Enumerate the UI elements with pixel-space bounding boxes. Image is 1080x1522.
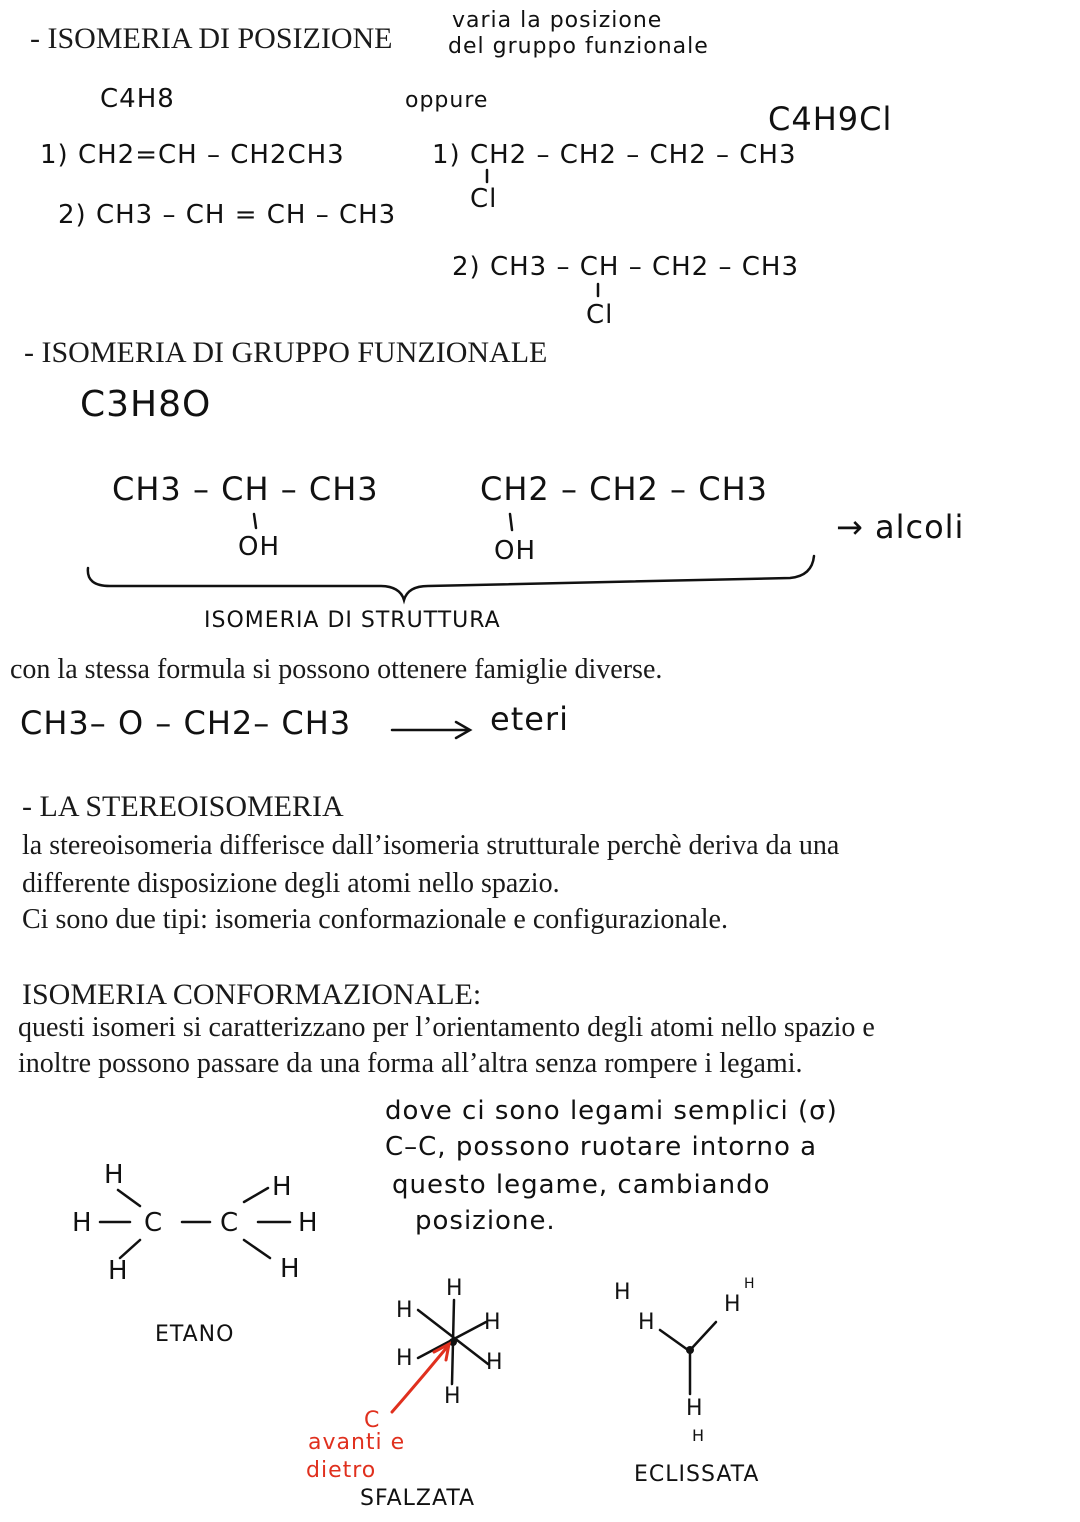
molecule-propanol: CH2 – CH2 – CH3 (480, 470, 768, 508)
note-varia: varia la posizione (452, 8, 663, 33)
ethane-bond-tl (118, 1190, 140, 1206)
bond-oh-1 (254, 514, 256, 528)
stag-h-left-down: H (396, 1346, 414, 1371)
ecl-h-left: H (638, 1310, 656, 1335)
molecule-isopropanol-oh: OH (238, 532, 281, 562)
brace-label: ISOMERIA DI STRUTTURA (204, 608, 501, 633)
section-title-conformazionale: ISOMERIA CONFORMAZIONALE: (22, 978, 482, 1011)
ethane-bond-bl (120, 1240, 140, 1258)
stereo-p1: la stereoisomeria differisce dall’isomeria strutturale perchè deriva da una (22, 830, 840, 861)
stag-h-right-up: H (484, 1310, 502, 1335)
note-legami-2: C–C, possono ruotare intorno a (385, 1132, 818, 1162)
brace-struttura (88, 556, 814, 600)
formula-c4h8: C4H8 (100, 84, 175, 114)
staggered-label: SFALZATA (360, 1486, 476, 1511)
sentence-famiglie: con la stessa formula si possono ottenere famiglie diverse. (10, 654, 663, 685)
conf-p1: questi isomeri si caratterizzano per l’orientamento degli atomi nello spazio e (18, 1012, 875, 1043)
note-gruppo: del gruppo funzionale (448, 34, 709, 59)
ecl-h-far-left: H (614, 1280, 632, 1305)
ecl-h-far-right: H (744, 1276, 756, 1292)
oppure-label: oppure (405, 88, 489, 113)
stereo-p2: differente disposizione degli atomi nello spazio. (22, 868, 560, 899)
formula-c4h9cl: C4H9Cl (768, 100, 893, 138)
ethane-c2: C (220, 1208, 240, 1238)
red-c-label: C (364, 1408, 381, 1433)
alcoli-label: → alcoli (836, 508, 965, 546)
ethane-label: ETANO (155, 1322, 235, 1347)
section-title-stereo: - LA STEREOISOMERIA (22, 790, 344, 823)
stag-h-left-up: H (396, 1298, 414, 1323)
eteri-label: eteri (490, 700, 569, 738)
ethane-h-right: H (298, 1208, 319, 1238)
note-legami-3: questo legame, cambiando (392, 1170, 771, 1200)
red-note-dietro: dietro (306, 1458, 377, 1483)
stag-h-top: H (446, 1276, 464, 1301)
stag-h-right-down: H (486, 1350, 504, 1375)
left-item-1: 1) CH2=CH – CH2CH3 (40, 140, 345, 170)
ecl-h-bottom: H (686, 1396, 704, 1421)
stag-h-bottom: H (444, 1384, 462, 1409)
bond-oh-2 (510, 514, 512, 530)
stereo-p3: Ci sono due tipi: isomeria conformazionale e configurazionale. (22, 904, 728, 935)
section-title-posizione: - ISOMERIA DI POSIZIONE (30, 22, 393, 55)
note-legami-4: posizione. (415, 1206, 556, 1236)
ether-formula: CH3– O – CH2– CH3 (20, 704, 352, 742)
molecule-isopropanol: CH3 – CH – CH3 (112, 470, 379, 508)
ecl-h-right: H (724, 1292, 742, 1317)
ethane-bond-br (244, 1240, 270, 1258)
right-item-1: 1) CH2 – CH2 – CH2 – CH3 (432, 140, 797, 170)
right-item-2: 2) CH3 – CH – CH2 – CH3 (452, 252, 799, 282)
ethane-h-left: H (72, 1208, 93, 1238)
ecl-bond-r (692, 1322, 716, 1348)
note-legami-1: dove ci sono legami semplici (σ) (385, 1096, 838, 1126)
ethane-bond-tr (244, 1188, 268, 1202)
formula-c3h8o: C3H8O (80, 384, 212, 425)
right-item-1-cl: Cl (470, 184, 498, 214)
ecl-h-bottom-back: H (692, 1426, 706, 1445)
right-item-2-cl: Cl (586, 300, 614, 330)
ethane-h-bottom-left: H (108, 1256, 129, 1286)
eclipsed-label: ECLISSATA (634, 1462, 760, 1487)
ecl-center-dot (686, 1346, 694, 1354)
ecl-bond-l (660, 1330, 688, 1350)
ethane-h-top-right: H (272, 1172, 293, 1202)
section-title-funzionale: - ISOMERIA DI GRUPPO FUNZIONALE (24, 336, 548, 369)
red-note-avanti: avanti e (308, 1430, 406, 1455)
ethane-c1: C (144, 1208, 164, 1238)
left-item-2: 2) CH3 – CH = CH – CH3 (58, 200, 397, 230)
ethane-h-bottom-right: H (280, 1254, 301, 1284)
conf-p2: inoltre possono passare da una forma all’altra senza rompere i legami. (18, 1048, 803, 1079)
molecule-propanol-oh: OH (494, 536, 537, 566)
ethane-h-top-left: H (104, 1160, 125, 1190)
